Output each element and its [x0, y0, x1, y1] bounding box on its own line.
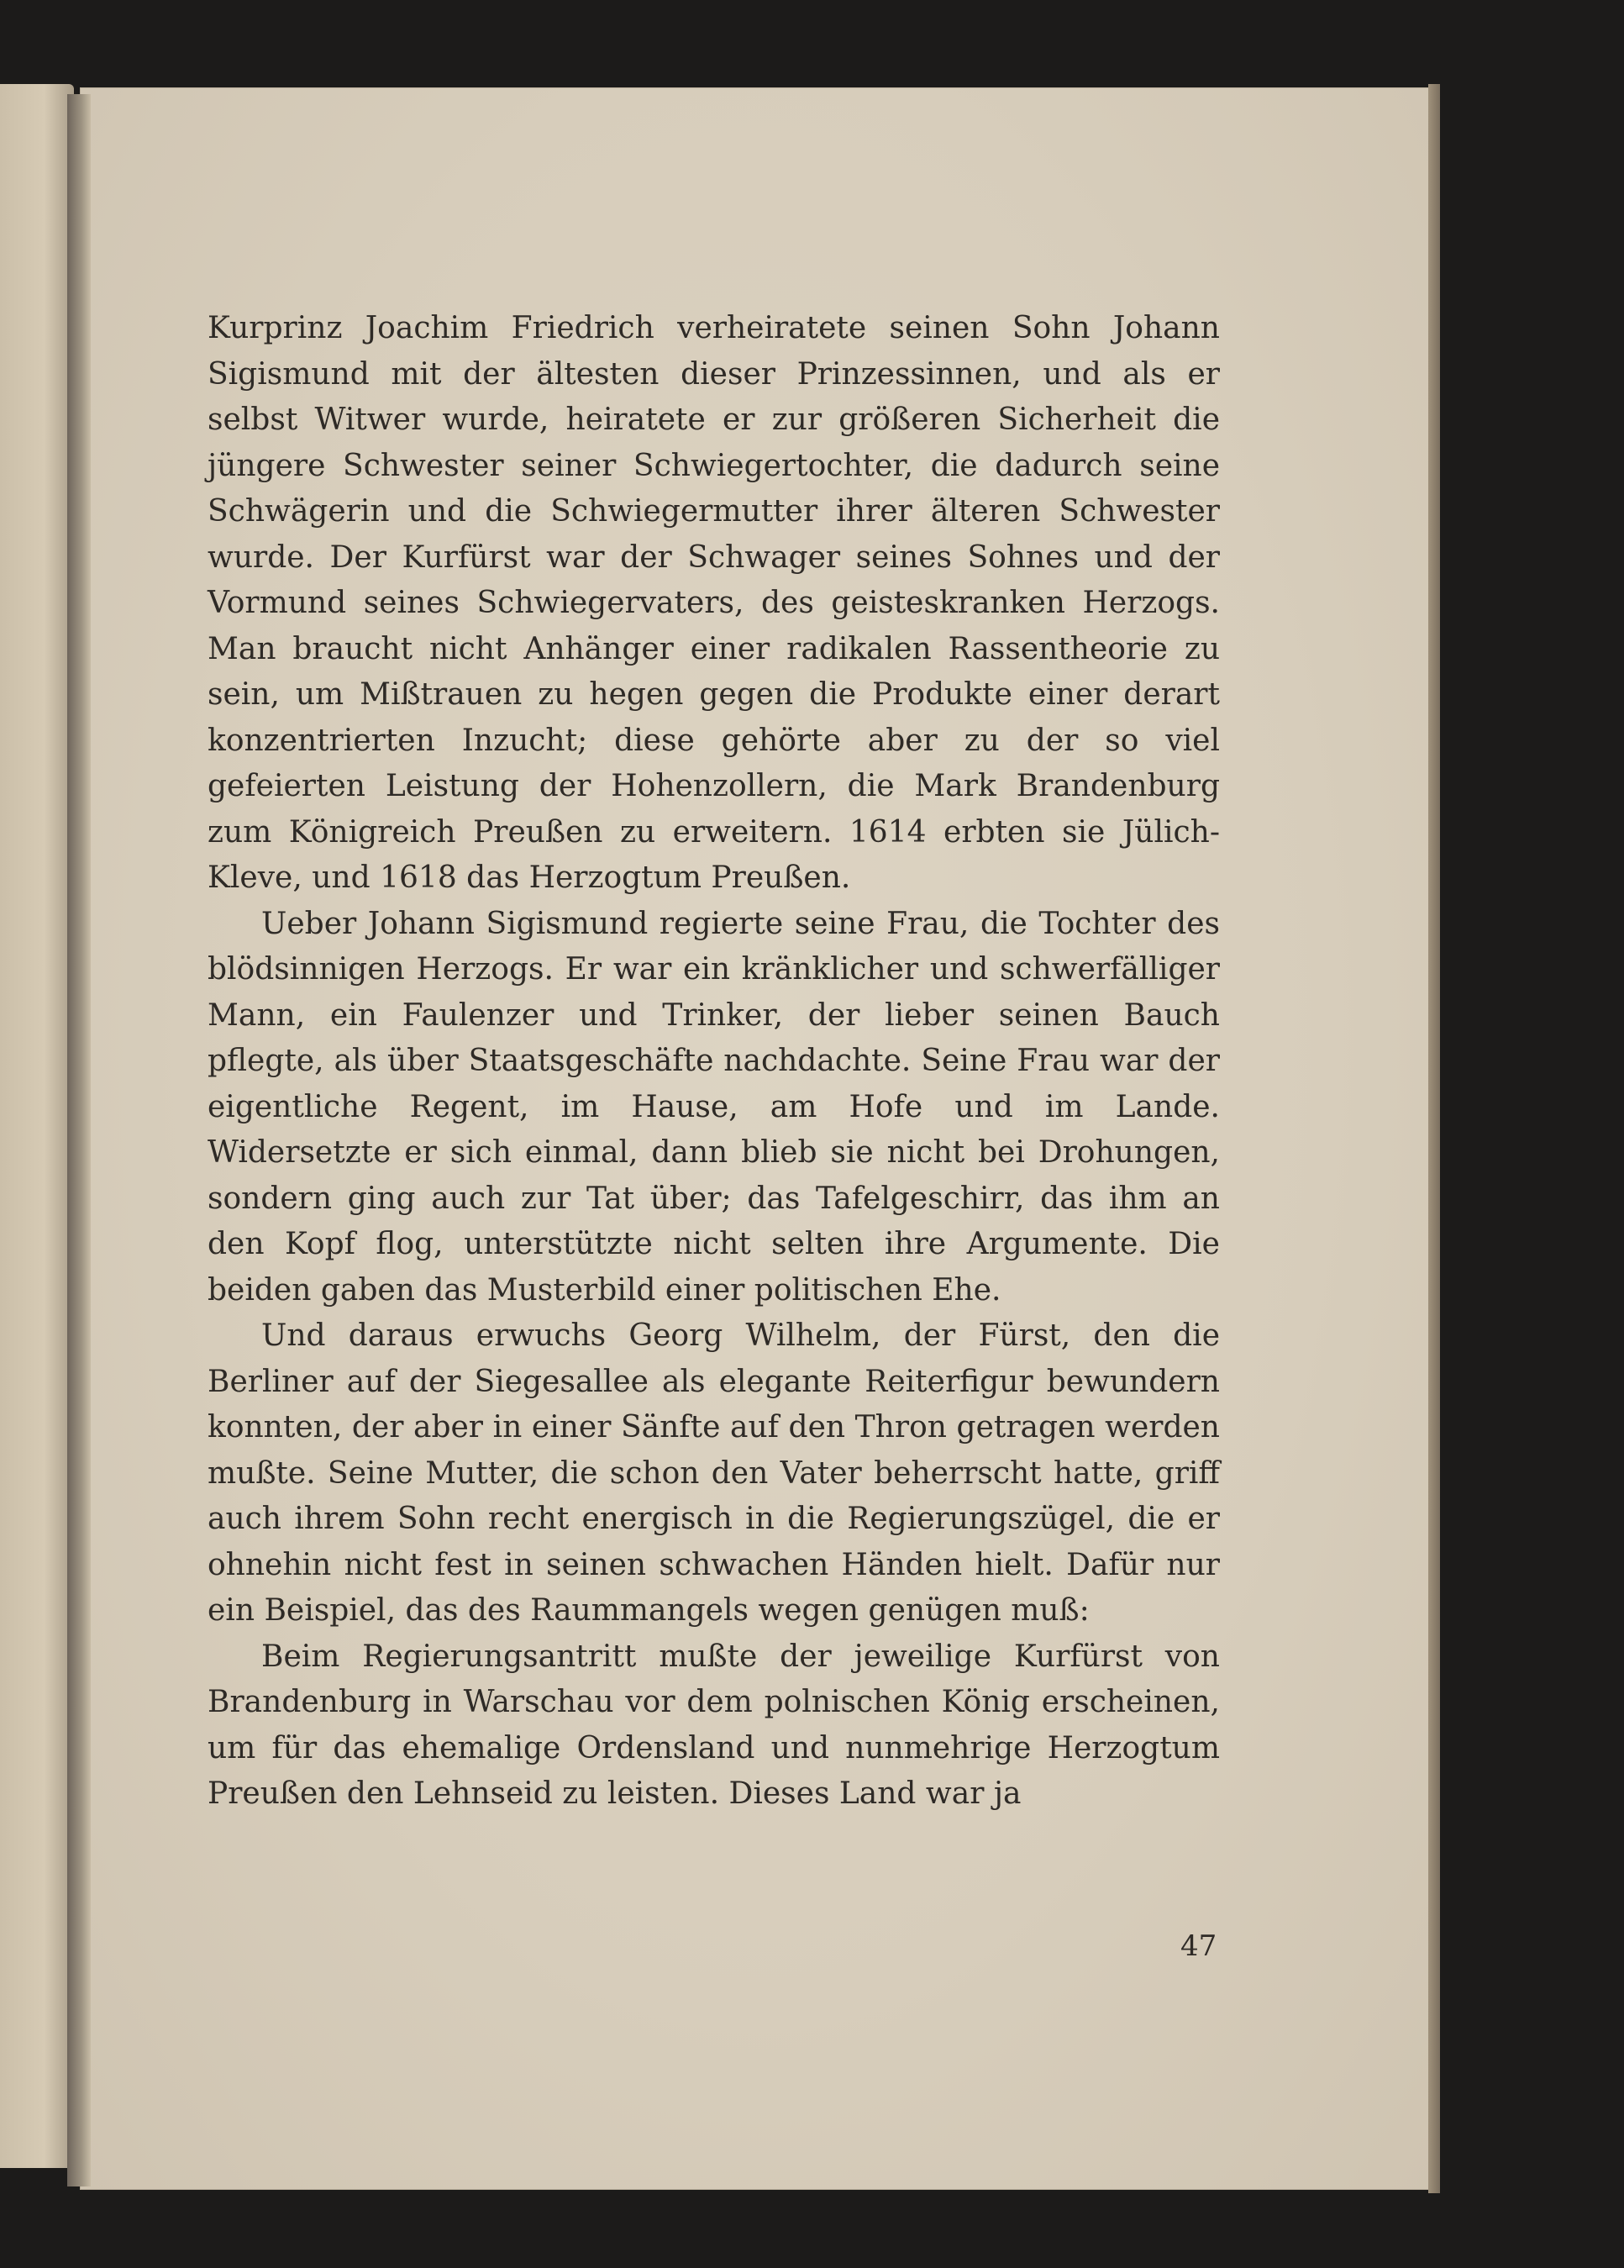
- right-page-edge: [1428, 84, 1440, 2193]
- book-gutter: [67, 94, 91, 2186]
- paragraph-4: Beim Regierungsantritt mußte der jeweilige Kurfürst von Brandenburg in Warschau vor dem polnischen König erscheinen, um für das ehemalige Ordensland und nunmehrige Herzogtum Preußen den Lehnseid zu leisten. Dieses Land war ja: [208, 1639, 1220, 1811]
- left-page-edge: [0, 84, 74, 2168]
- paragraph-3: Und daraus erwuchs Georg Wilhelm, der Fürst, den die Berliner auf der Siegesallee als elegante Reiterfigur bewundern konnten, der aber in einer Sänfte auf den Thron getragen werden mußte. Seine Mutter, die schon den Vater beherrscht hatte, griff auch ihrem Sohn recht energisch in die Regierungszügel, die er ohnehin nicht fest in seinen schwachen Händen hielt. Dafür nur ein Beispiel, das des Raummangels wegen genügen muß:: [208, 1318, 1220, 1628]
- page-number: 47: [1180, 1929, 1217, 1963]
- body-text: [208, 306, 1220, 1818]
- paragraph-2: Ueber Johann Sigismund regierte seine Frau, die Tochter des blödsinnigen Herzogs. Er war ein kränklicher und schwerfälliger Mann, ein Faulenzer und Trinker, der lieber seinen Bauch pflegte, als über Staatsgeschäfte nachdachte. Seine Frau war der eigentliche Regent, im Hause, am Hofe und im Lande. Widersetzte er sich einmal, dann blieb sie nicht bei Drohungen, sondern ging auch zur Tat über; das Tafelgeschirr, das ihm an den Kopf flog, unterstützte nicht selten ihre Argumente. Die beiden gaben das Musterbild einer politischen Ehe.: [208, 906, 1220, 1308]
- paragraph-1: Kurprinz Joachim Friedrich verheiratete seinen Sohn Johann Sigismund mit der ältesten dieser Prinzessinnen, und als er selbst Witwer wurde, heiratete er zur größeren Sicherheit die jüngere Schwester seiner Schwiegertochter, die dadurch seine Schwägerin und die Schwiegermutter ihrer älteren Schwester wurde. Der Kurfürst war der Schwager seines Sohnes und der Vormund seines Schwiegervaters, des geisteskranken Herzogs. Man braucht nicht Anhänger einer radikalen Rassentheorie zu sein, um Mißtrauen zu hegen gegen die Produkte einer derart konzentrierten Inzucht; diese gehörte aber zu der so viel gefeierten Leistung der Hohenzollern, die Mark Brandenburg zum Königreich Preußen zu erweitern. 1614 erbten sie Jülich-Kleve, und 1618 das Herzogtum Preußen.: [208, 311, 1220, 895]
